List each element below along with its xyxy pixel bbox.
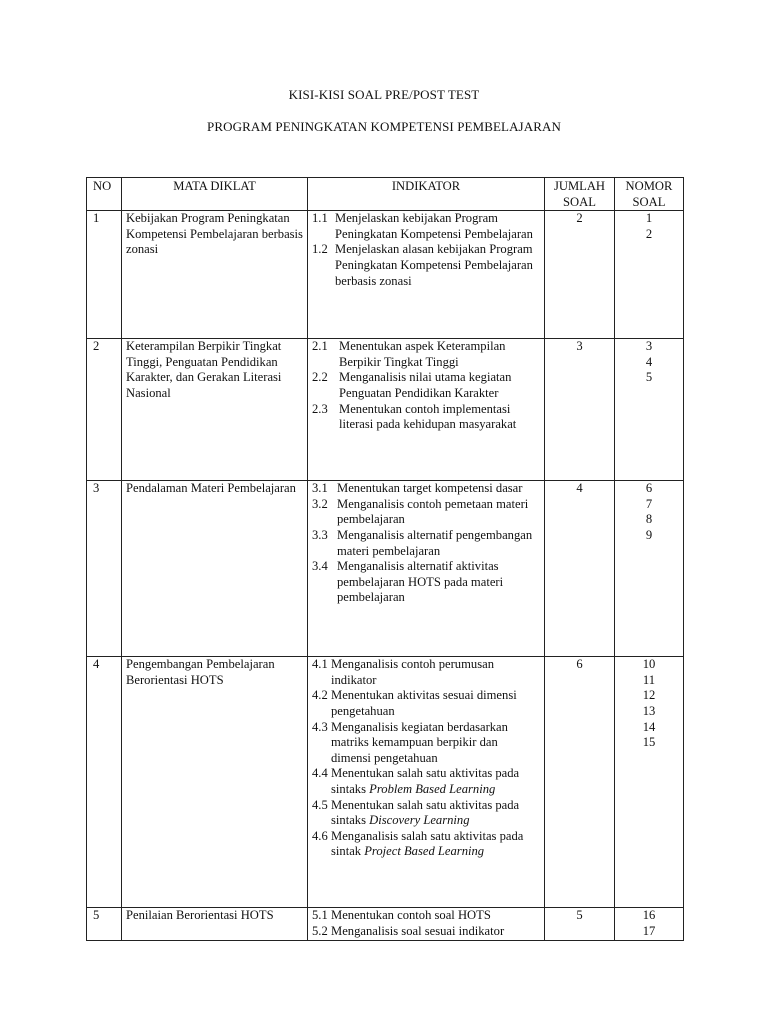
indikator-text: Menganalisis contoh pemetaan materi pembelajaran — [337, 496, 529, 527]
indikator-text: Menjelaskan kebijakan Program Peningkatan Kompetensi Pembelajaran — [335, 211, 533, 241]
header-nomor-line1: NOMOR — [625, 179, 673, 193]
nomor-soal-item: 15 — [642, 735, 656, 750]
nomor-soal-item: 16 — [642, 908, 656, 923]
header-no: NO — [87, 178, 122, 211]
header-mata-diklat: MATA DIKLAT — [122, 178, 308, 211]
nomor-soal-item: 5 — [645, 370, 653, 385]
header-indikator: INDIKATOR — [308, 178, 545, 211]
indikator-text: Menentukan aspek Keterampilan Berpikir Tingkat Tinggi — [339, 339, 506, 369]
indikator-text: Menentukan contoh implementasi literasi pada kehidupan masyarakat — [339, 401, 517, 432]
row-no: 1 — [87, 211, 122, 339]
indikator-text: Menganalisis salah satu aktivitas pada sintak Project Based Learning — [331, 828, 524, 859]
indikator-number: 1.2 — [312, 242, 328, 257]
indikator-text: Menjelaskan alasan kebijakan Program Peningkatan Kompetensi Pembelajaran berbasis zonasi — [335, 242, 533, 288]
header-nomor-line2: SOAL — [632, 194, 666, 209]
indikator-number: 4.5 — [312, 797, 328, 812]
indikator-item — [312, 798, 540, 829]
indikator-number: 3.2 — [312, 496, 328, 511]
indikator-number: 5.1 — [312, 908, 328, 923]
row-mata-diklat: Penilaian Berorientasi HOTS — [122, 908, 308, 941]
table-body — [87, 211, 684, 941]
indikator-text: Menentukan aktivitas sesuai dimensi pengetahuan — [331, 688, 517, 718]
indikator-number: 2.1 — [312, 339, 331, 354]
indikator-item — [312, 688, 540, 719]
indikator-item — [312, 402, 540, 433]
nomor-soal-item: 14 — [642, 719, 656, 734]
row-nomor-soal — [615, 908, 684, 941]
indikator-italic-term: Discovery Learning — [369, 813, 470, 828]
nomor-soal-item: 7 — [645, 496, 653, 511]
indikator-text: Menganalisis contoh perumusan indikator — [331, 657, 494, 687]
nomor-soal-item: 17 — [642, 923, 656, 938]
indikator-number: 4.2 — [312, 688, 328, 703]
nomor-soal-item: 13 — [642, 703, 656, 718]
indikator-item — [312, 528, 540, 559]
row-no: 2 — [87, 339, 122, 481]
row-indikator — [308, 657, 545, 908]
row-jumlah-soal: 5 — [545, 908, 615, 941]
indikator-number: 2.2 — [312, 370, 331, 385]
document-title: KISI-KISI SOAL PRE/POST TEST — [288, 87, 480, 102]
indikator-number: 4.3 — [312, 719, 328, 734]
nomor-soal-item: 1 — [645, 211, 653, 226]
indikator-item — [312, 766, 540, 797]
row-indikator — [308, 339, 545, 481]
table-row — [87, 908, 684, 941]
nomor-soal-item: 8 — [645, 512, 653, 527]
nomor-soal-item: 4 — [645, 354, 653, 369]
indikator-text: Menganalisis soal sesuai indikator — [331, 923, 505, 938]
indikator-text: Menganalisis alternatif aktivitas pembelajaran HOTS pada materi pembelajaran — [337, 559, 504, 605]
row-nomor-soal — [615, 657, 684, 908]
header-jumlah-soal — [545, 178, 615, 211]
indikator-item — [312, 242, 540, 289]
row-nomor-soal — [615, 339, 684, 481]
nomor-soal-item: 9 — [645, 527, 653, 542]
row-mata-diklat: Pengembangan Pembelajaran Berorientasi HOTS — [122, 657, 308, 908]
kisi-kisi-table — [86, 177, 684, 941]
header-row — [87, 178, 684, 211]
row-no: 5 — [87, 908, 122, 941]
row-jumlah-soal: 6 — [545, 657, 615, 908]
indikator-text: Menganalisis alternatif pengembangan materi pembelajaran — [337, 527, 533, 558]
indikator-item — [312, 370, 540, 401]
row-indikator — [308, 481, 545, 657]
document-subtitle: PROGRAM PENINGKATAN KOMPETENSI PEMBELAJARAN — [207, 119, 561, 134]
indikator-item — [312, 497, 540, 528]
indikator-text: Menganalisis nilai utama kegiatan Penguatan Pendidikan Karakter — [339, 370, 512, 400]
indikator-text: Menganalisis kegiatan berdasarkan matriks kemampuan berpikir dan dimensi pengetahuan — [331, 719, 508, 765]
indikator-item — [312, 559, 540, 606]
indikator-number: 4.6 — [312, 828, 328, 843]
indikator-item — [312, 908, 540, 924]
indikator-text: Menentukan target kompetensi dasar — [337, 481, 523, 496]
header-nomor-soal — [615, 178, 684, 211]
nomor-soal-item: 3 — [645, 339, 653, 354]
indikator-text: Menentukan contoh soal HOTS — [331, 908, 491, 923]
indikator-text: Menentukan salah satu aktivitas pada sintaks Discovery Learning — [331, 797, 520, 828]
header-jumlah-line2: SOAL — [563, 194, 596, 209]
nomor-soal-item: 11 — [642, 672, 656, 687]
row-mata-diklat: Pendalaman Materi Pembelajaran — [122, 481, 308, 657]
indikator-item — [312, 211, 540, 242]
indikator-number: 2.3 — [312, 401, 331, 416]
indikator-item — [312, 657, 540, 688]
row-jumlah-soal: 2 — [545, 211, 615, 339]
indikator-number: 3.1 — [312, 481, 328, 496]
indikator-number: 1.1 — [312, 211, 328, 226]
row-indikator — [308, 908, 545, 941]
indikator-italic-term: Project Based Learning — [364, 844, 485, 859]
row-no: 3 — [87, 481, 122, 657]
table-row — [87, 211, 684, 339]
nomor-soal-item: 12 — [642, 688, 656, 703]
table-row — [87, 657, 684, 908]
row-mata-diklat: Keterampilan Berpikir Tingkat Tinggi, Penguatan Pendidikan Karakter, dan Gerakan Literasi Nasional — [122, 339, 308, 481]
row-mata-diklat: Kebijakan Program Peningkatan Kompetensi Pembelajaran berbasis zonasi — [122, 211, 308, 339]
indikator-item — [312, 481, 540, 497]
row-nomor-soal — [615, 211, 684, 339]
row-jumlah-soal: 4 — [545, 481, 615, 657]
indikator-item — [312, 924, 540, 940]
indikator-item — [312, 339, 540, 370]
nomor-soal-item: 6 — [645, 481, 653, 496]
indikator-number: 3.3 — [312, 527, 328, 542]
indikator-italic-term: Problem Based Learning — [369, 781, 496, 796]
table-row — [87, 481, 684, 657]
row-indikator — [308, 211, 545, 339]
table-row — [87, 339, 684, 481]
indikator-item — [312, 720, 540, 767]
row-jumlah-soal: 3 — [545, 339, 615, 481]
nomor-soal-item: 2 — [645, 226, 653, 241]
indikator-number: 3.4 — [312, 559, 328, 574]
row-no: 4 — [87, 657, 122, 908]
indikator-number: 4.1 — [312, 657, 328, 672]
row-nomor-soal — [615, 481, 684, 657]
indikator-text: Menentukan salah satu aktivitas pada sintaks Problem Based Learning — [331, 766, 520, 796]
nomor-soal-item: 10 — [642, 657, 656, 672]
indikator-number: 4.4 — [312, 766, 328, 781]
indikator-number: 5.2 — [312, 923, 328, 938]
indikator-item — [312, 829, 540, 860]
header-jumlah-line1: JUMLAH — [553, 179, 606, 193]
